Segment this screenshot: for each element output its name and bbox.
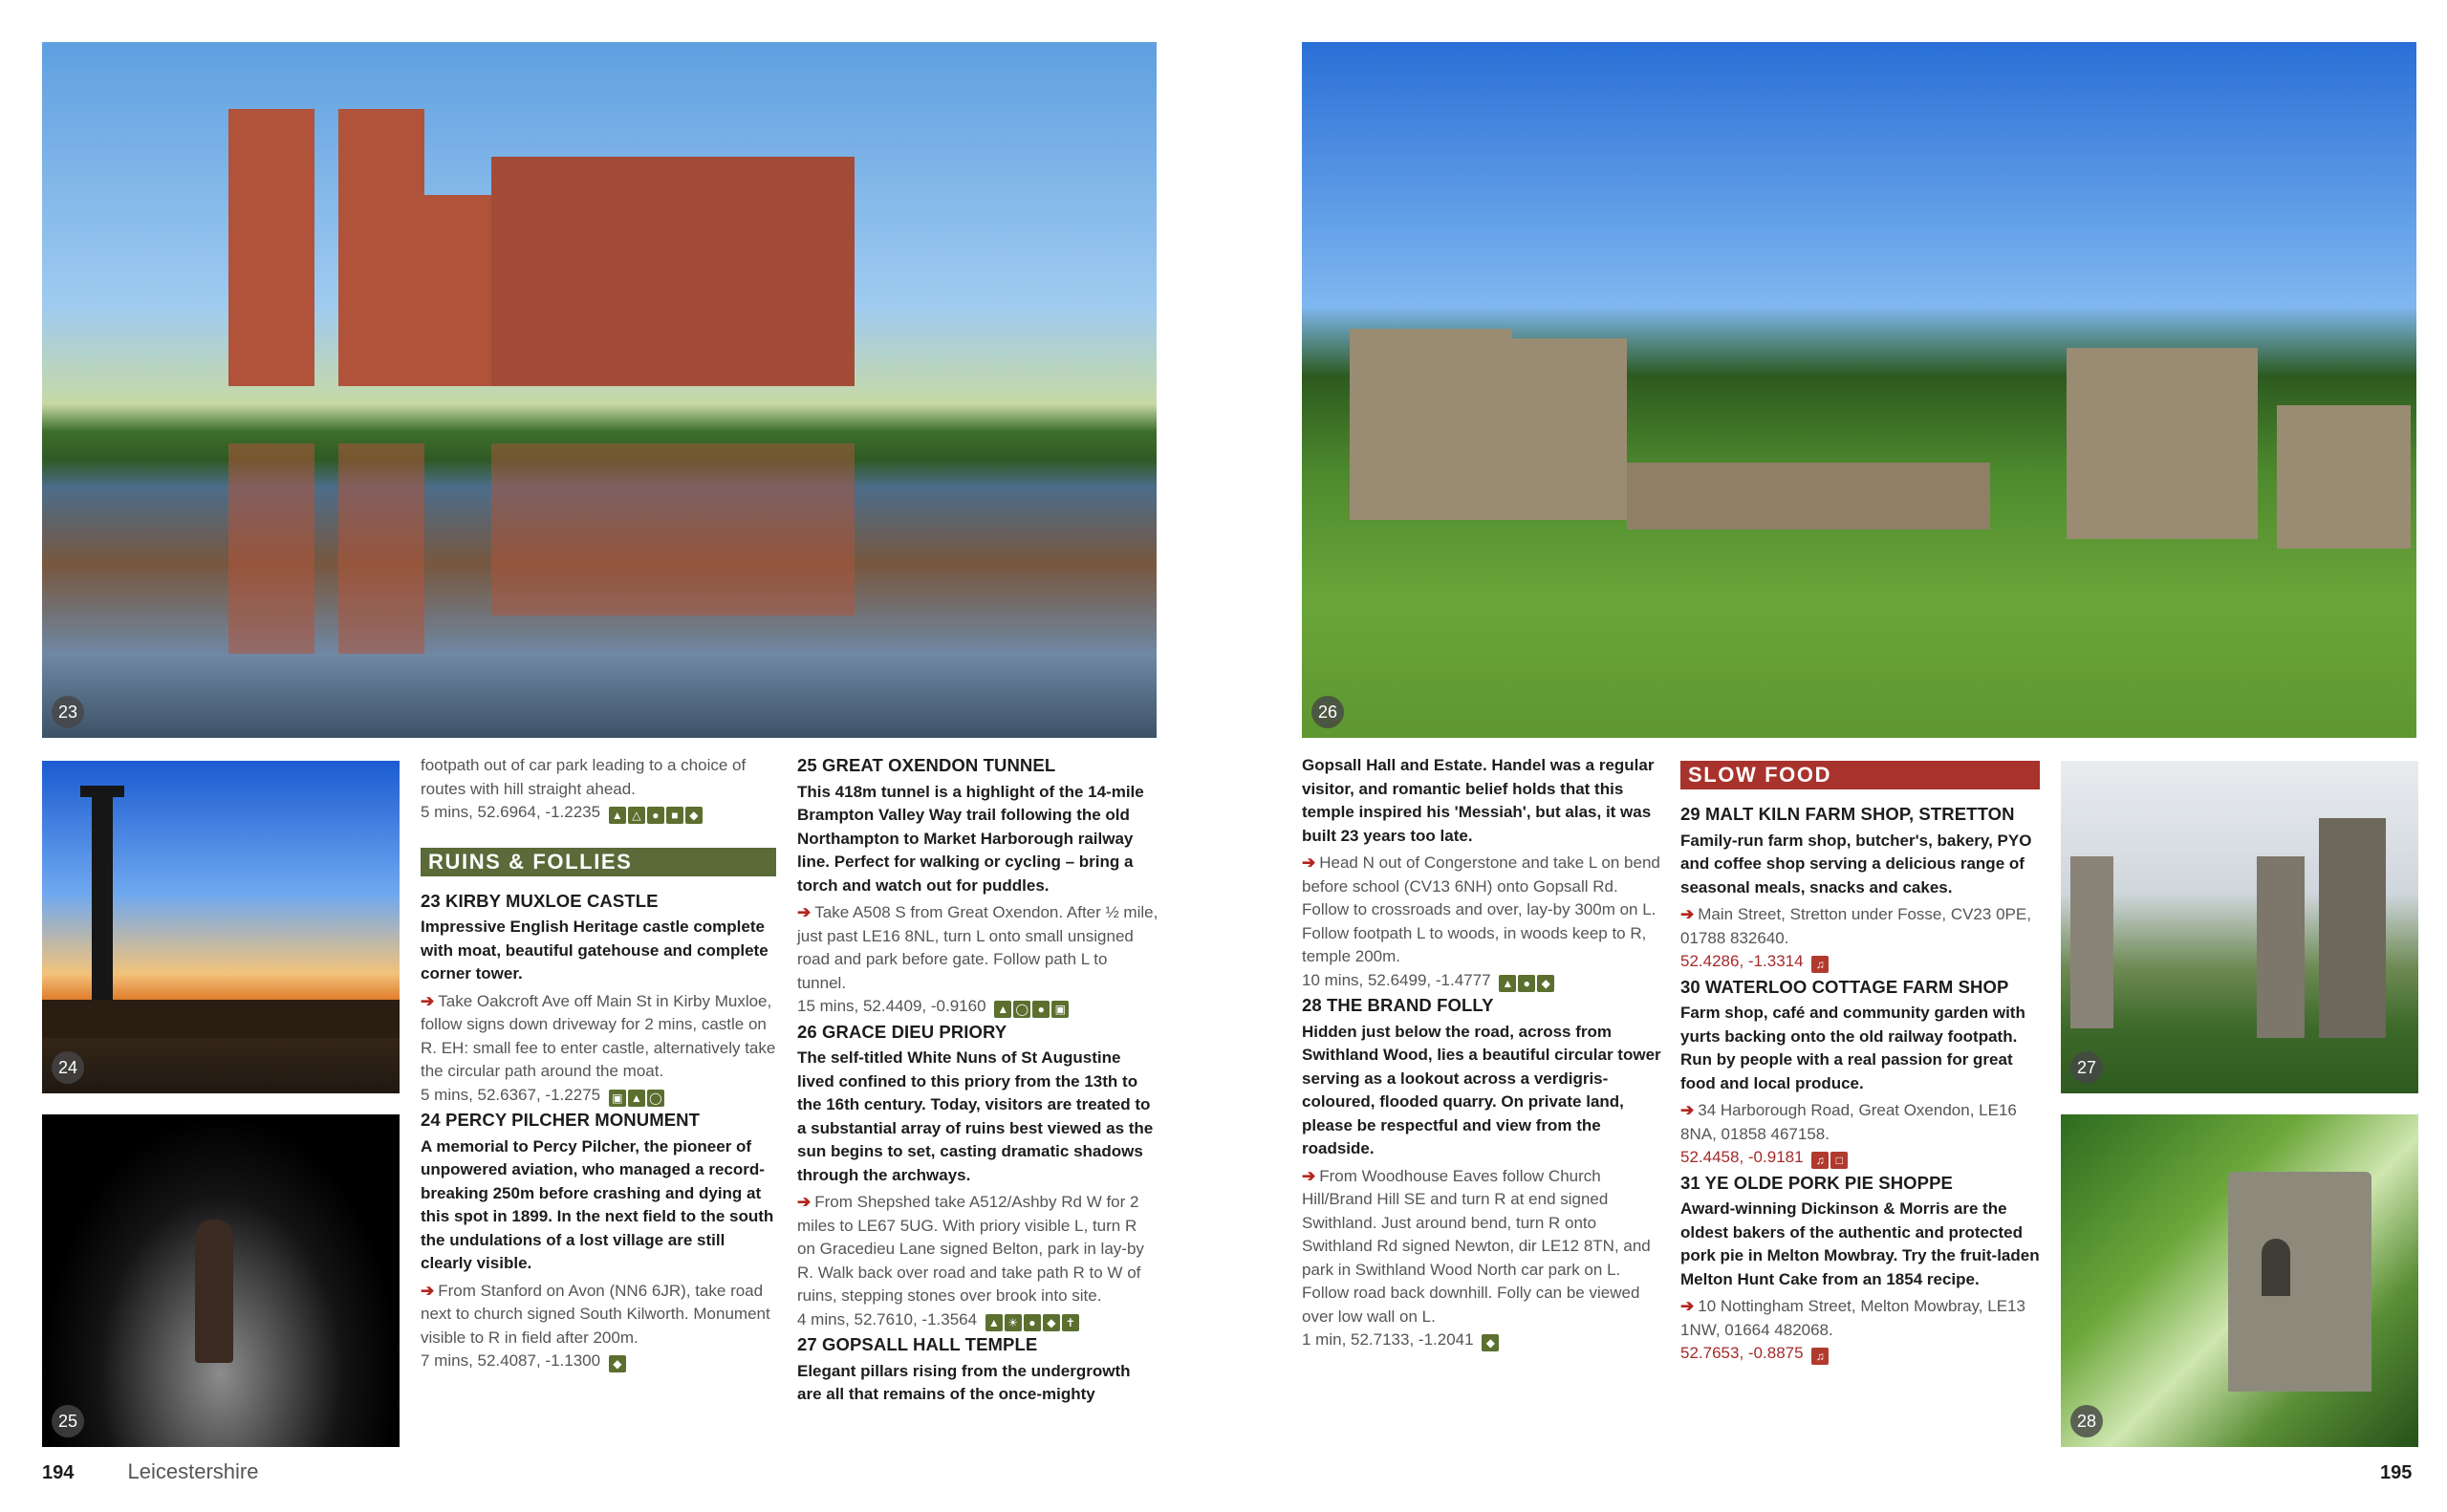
- photo-number: 25: [52, 1405, 84, 1437]
- entry-directions: ➔ Take Oakcroft Ave off Main St in Kirby Muxloe, follow signs down driveway for 2 mins, castle on R. EH: small fee to enter castle, alternatively take the circular path around the moat.: [421, 991, 776, 1080]
- section-banner-ruins-follies: RUINS & FOLLIES: [421, 848, 776, 876]
- photo-number: 27: [2070, 1051, 2103, 1084]
- entry-28: [1302, 994, 1663, 1354]
- entry-address: ➔ Main Street, Stretton under Fosse, CV23 0PE, 01788 832640.: [1680, 905, 2031, 947]
- photo-gopsall-hall-temple: [2061, 761, 2418, 1093]
- entry-description: Elegant pillars rising from the undergrowth are all that remains of the once-mighty: [797, 1361, 1131, 1403]
- entry-address: ➔ 34 Harborough Road, Great Oxendon, LE16 8NA, 01858 467158.: [1680, 1101, 2017, 1143]
- entry-title: 23 KIRBY MUXLOE CASTLE: [421, 890, 659, 911]
- entry-30: [1680, 976, 2040, 1172]
- view-icon: ◆: [1482, 1334, 1499, 1351]
- arrow-icon: ➔: [1680, 905, 1695, 923]
- entry-27: [797, 1333, 1159, 1407]
- view-icon: ◆: [685, 807, 703, 824]
- walk-icon: ▲: [1499, 975, 1516, 992]
- entry-title: 25 GREAT OXENDON TUNNEL: [797, 755, 1056, 775]
- region-name: Leicestershire: [127, 1459, 259, 1483]
- entry-26: [797, 1021, 1159, 1334]
- entry-title: 26 GRACE DIEU PRIORY: [797, 1021, 1007, 1042]
- photo-great-oxendon-tunnel: [42, 1114, 400, 1447]
- entry-meta: 52.4458, -0.9181 ♫ □: [1680, 1146, 2040, 1172]
- hike-icon: △: [628, 807, 645, 824]
- photo-grace-dieu-priory: [1302, 42, 2416, 738]
- tunnel-icon: ▣: [1051, 1001, 1069, 1018]
- entry-meta: 1 min, 52.7133, -1.2041 ◆: [1302, 1328, 1663, 1354]
- entry-description: Award-winning Dickinson & Morris are the oldest bakers of the authentic and protected pork pie in Melton Mowbray. Try the fruit-laden Melton Hunt Cake from an 1854 recipe.: [1680, 1199, 2040, 1288]
- entry-description: Farm shop, café and community garden with yurts backing onto the old railway footpath. Run by people with a real passion for great food and local produce.: [1680, 1004, 2025, 1092]
- view-icon: ◆: [609, 1355, 626, 1372]
- entry-description: A memorial to Percy Pilcher, the pioneer of unpowered aviation, who managed a record-breaking 250m before crashing and dying at this spot in 1899. In the next field to the south the undulations of a lost village are still clearly visible.: [421, 1136, 774, 1272]
- cycle-icon: ◯: [647, 1090, 664, 1107]
- arrow-icon: ➔: [797, 1193, 812, 1211]
- entry-directions: ➔ From Woodhouse Eaves follow Church Hill/Brand Hill SE and turn R at end signed Swithland. Just around bend, turn R onto Swithland Rd signed Newton, dir LE12 8TN, and park in Swithland Wood North car park on L. Follow road back downhill. Folly can be viewed over low wall on L.: [1302, 1166, 1651, 1326]
- entry-description: The self-titled White Nuns of St Augustine lived confined to this priory from the 13th to the 16th century. Today, visitors are treated to a substantial array of ruins best viewed as the sun begins to set, casting dramatic shadows through the archways.: [797, 1048, 1154, 1184]
- walk-icon: ▲: [609, 807, 626, 824]
- intro-description: Gopsall Hall and Estate. Handel was a regular visitor, and romantic belief holds that this temple inspired his 'Messiah', but alas, it was built 23 years too late.: [1302, 756, 1655, 845]
- entry-description: Hidden just below the road, across from Swithland Wood, lies a beautiful circular tower serving as a lookout across a verdigris-coloured, flooded quarry. On private land, please be respectful and view from the roadside.: [1302, 1022, 1661, 1157]
- entry-directions: ➔ Take A508 S from Great Oxendon. After ½ mile, just past LE16 8NL, turn L onto small unsigned road and park before gate. Follow path L to tunnel.: [797, 903, 1159, 992]
- column-2: [797, 754, 1159, 1407]
- facility-icons: [609, 803, 704, 827]
- family-icon: ●: [1032, 1001, 1050, 1018]
- intro-text: footpath out of car park leading to a choice of routes with hill straight ahead.: [421, 756, 747, 798]
- food-icon: ♫: [1811, 956, 1829, 973]
- arrow-icon: ➔: [421, 991, 435, 1010]
- entry-description: This 418m tunnel is a highlight of the 14-mile Brampton Valley Way trail following the old Northampton to Market Harborough railway line. Perfect for walking or cycling – bring a torch and watch out for puddles.: [797, 782, 1144, 895]
- family-icon: ●: [1518, 975, 1535, 992]
- family-icon: ●: [1024, 1314, 1041, 1331]
- photo-number: 28: [2070, 1405, 2103, 1437]
- photo-number: 24: [52, 1051, 84, 1084]
- intro-meta: 10 mins, 52.6499, -1.4777 ▲ ● ◆: [1302, 969, 1663, 995]
- photo-kirby-muxloe-castle: [42, 42, 1157, 738]
- entry-directions: ➔ From Stanford on Avon (NN6 6JR), take road next to church signed South Kilworth. Monument visible to R in field after 200m.: [421, 1281, 770, 1347]
- entry-directions: ➔ From Shepshed take A512/Ashby Rd W for 2 miles to LE67 5UG. With priory visible L, turn R on Gracedieu Lane signed Belton, park in lay-by R. Walk back over road and take path R to W of ruins, stepping stones over brook into site.: [797, 1193, 1144, 1305]
- photo-number: 23: [52, 696, 84, 728]
- entry-25: [797, 754, 1159, 1021]
- arrow-icon: ➔: [1680, 1297, 1695, 1315]
- walk-icon: ▲: [628, 1090, 645, 1107]
- entry-address: ➔ 10 Nottingham Street, Melton Mowbray, LE13 1NW, 01664 482068.: [1680, 1297, 2025, 1339]
- entry-description: Family-run farm shop, butcher's, bakery, PYO and coffee shop serving a delicious range of seasonal meals, snacks and cakes.: [1680, 831, 2032, 896]
- photo-number: 26: [1311, 696, 1344, 728]
- arrow-icon: ➔: [797, 903, 812, 921]
- entry-title: 30 WATERLOO COTTAGE FARM SHOP: [1680, 976, 2009, 997]
- entry-title: 29 MALT KILN FARM SHOP, STRETTON: [1680, 804, 2015, 824]
- section-banner-slow-food: SLOW FOOD: [1680, 761, 2040, 789]
- intro-meta: 5 mins, 52.6964, -1.2235 ▲ △ ● ■ ◆: [421, 801, 776, 827]
- entry-meta: 5 mins, 52.6367, -1.2275 ▣ ▲ ◯: [421, 1084, 776, 1110]
- intro-directions: ➔ Head N out of Congerstone and take L on bend before school (CV13 6NH) onto Gopsall Rd. Follow to crossroads and over, lay-by 300m on L. Follow footpath L to woods, in woods keep to R, temple 200m.: [1302, 853, 1660, 965]
- arrow-icon: ➔: [1302, 1166, 1316, 1185]
- view-icon: ◆: [1537, 975, 1554, 992]
- entry-meta: 15 mins, 52.4409, -0.9160 ▲ ◯ ● ▣: [797, 995, 1159, 1021]
- arrow-icon: ➔: [1302, 853, 1316, 872]
- picnic-icon: ■: [666, 807, 683, 824]
- column-3: [1302, 754, 1663, 1354]
- column-1: [421, 754, 776, 1375]
- page-number: 195: [2380, 1462, 2413, 1483]
- entry-23: [421, 890, 776, 1110]
- entry-meta: 52.7653, -0.8875 ♫: [1680, 1342, 2040, 1368]
- page-number: 194: [42, 1462, 75, 1483]
- view-icon: ◆: [1043, 1314, 1060, 1331]
- cycle-icon: ◯: [1013, 1001, 1030, 1018]
- walk-icon: ▲: [994, 1001, 1011, 1018]
- church-icon: ✝: [1062, 1314, 1079, 1331]
- entry-meta: 52.4286, -1.3314 ♫: [1680, 950, 2040, 976]
- footer-left: [42, 1459, 258, 1484]
- entry-meta: 4 mins, 52.7610, -1.3564 ▲ ☀ ● ◆ ✝: [797, 1308, 1159, 1334]
- entry-31: [1680, 1172, 2040, 1368]
- entry-title: 24 PERCY PILCHER MONUMENT: [421, 1110, 701, 1130]
- entry-meta: 7 mins, 52.4087, -1.1300 ◆: [421, 1350, 776, 1375]
- footer-right: [2380, 1459, 2412, 1484]
- food-icon: ♫: [1811, 1152, 1829, 1169]
- food-icon: ♫: [1811, 1348, 1829, 1365]
- column-4: [1680, 761, 2040, 1368]
- entry-24: [421, 1109, 776, 1375]
- entry-title: 27 GOPSALL HALL TEMPLE: [797, 1334, 1038, 1354]
- photo-brand-folly: [2061, 1114, 2418, 1447]
- arrow-icon: ➔: [421, 1281, 435, 1300]
- entry-title: 28 THE BRAND FOLLY: [1302, 995, 1494, 1015]
- photo-percy-pilcher-monument: [42, 761, 400, 1093]
- family-icon: ●: [647, 807, 664, 824]
- arrow-icon: ➔: [1680, 1101, 1695, 1119]
- castle-icon: ▣: [609, 1090, 626, 1107]
- entry-29: [1680, 803, 2040, 976]
- shop-icon: □: [1830, 1152, 1848, 1169]
- sunset-icon: ☀: [1005, 1314, 1022, 1331]
- entry-description: Impressive English Heritage castle complete with moat, beautiful gatehouse and complete corner tower.: [421, 918, 769, 983]
- walk-icon: ▲: [985, 1314, 1003, 1331]
- entry-title: 31 YE OLDE PORK PIE SHOPPE: [1680, 1172, 1953, 1193]
